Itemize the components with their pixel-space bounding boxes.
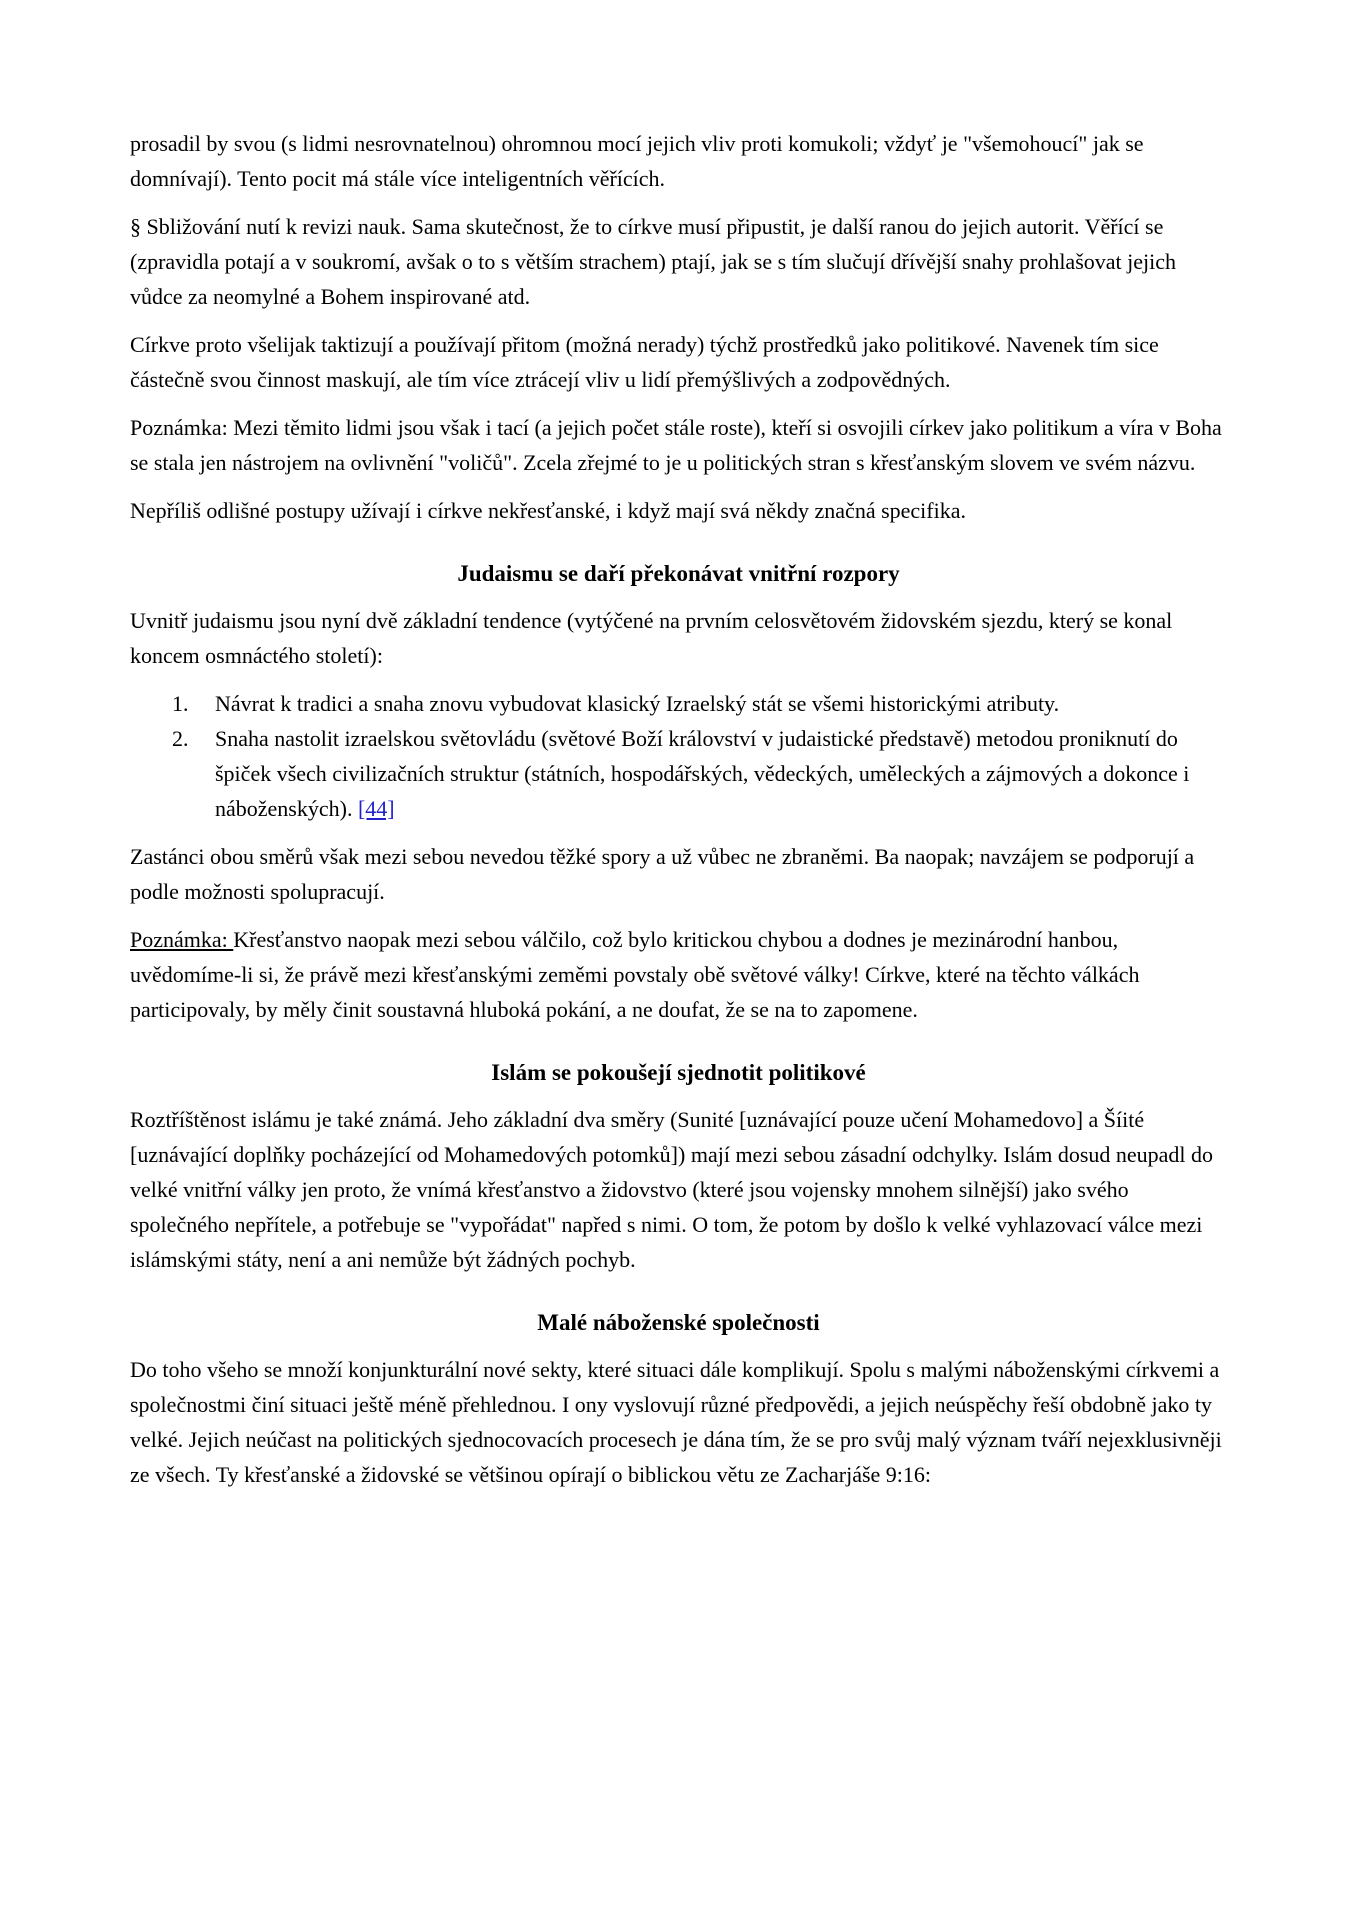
footnote-link-44[interactable]: [44] (357, 796, 395, 821)
paragraph-uvnitr-judaismu: Uvnitř judaismu jsou nyní dvě základní tendence (vytýčené na prvním celosvětovém židovském sjezdu, který se konal koncem osmnáctého století): (130, 608, 1173, 668)
paragraph-sblizovani: § Sbližování nutí k revizi nauk. Sama skutečnost, že to církve musí připustit, je další ranou do jejich autorit. Věřící se (zpravidla potají a v soukromí, avšak o to s větším strachem) ptají, jak se s tím slučují dřívější snahy prohlašovat jejich vůdce za neomylné a Bohem inspirované atd. (130, 214, 1176, 309)
paragraph-roztristenost-islamu: Roztříštěnost islámu je také známá. Jeho základní dva směry (Sunité [uznávající pouze učení Mohamedovo] a Šíité [uznávající doplňky pocházející od Mohamedových potomků]) mají mezi sebou zásadní odchylky. Islám dosud neupadl do velké vnitřní války jen proto, že vnímá křesťanstvo a židovstvo (které jsou vojensky mnohem silnější) jako svého společného nepřítele, a potřebuje se "vypořádat" napřed s nimi. O tom, že potom by došlo k velké vyhlazovací válce mezi islámskými státy, není a ani nemůže být žádných pochyb. (130, 1107, 1214, 1272)
paragraph-nekrestanske: Nepříliš odlišné postupy užívají i církve nekřesťanské, i když mají svá někdy značná specifika. (130, 498, 966, 523)
list-number-2: 2. (172, 726, 189, 751)
heading-judaism: Judaismu se daří překonávat vnitřní rozpory (457, 561, 900, 586)
document-page (130, 0, 1227, 1492)
paragraph-cirkve-taktizuji: Církve proto všelijak taktizují a používají přitom (možná nerady) týchž prostředků jako politikové. Navenek tím sice částečně svou činnost maskují, ale tím více ztrácejí vliv u lidí přemýšlivých a zodpovědných. (130, 332, 1159, 392)
list-item-2-text (215, 721, 1227, 826)
paragraph-note-krestanstvo (130, 922, 1227, 1027)
heading-islam: Islám se pokoušejí sjednotit politikové (491, 1060, 866, 1085)
note-label-underlined: Poznámka: (130, 927, 234, 952)
paragraph-note-volici: Poznámka: Mezi těmito lidmi jsou však i tací (a jejich počet stále roste), kteří si osvojili církev jako politikum a víra v Boha se stala jen nástrojem na ovlivnění "voličů". Zcela zřejmé to je u politických stran s křesťanským slovem ve svém názvu. (130, 415, 1222, 475)
list-item-1 (130, 686, 1227, 721)
numbered-list (130, 686, 1227, 826)
list-number-1: 1. (172, 691, 189, 716)
heading-male-spolecnosti: Malé náboženské společnosti (537, 1310, 820, 1335)
list-item-1-text: Návrat k tradici a snaha znovu vybudovat klasický Izraelský stát se všemi historickými atributy. (215, 691, 1060, 716)
note-krestanstvo-text: Křesťanstvo naopak mezi sebou válčilo, což bylo kritickou chybou a dodnes je mezinárodní hanbou, uvědomíme-li si, že právě mezi křesťanskými zeměmi povstaly obě světové války! Církve, které na těchto válkách participovaly, by měly činit soustavná hluboká pokání, a ne doufat, že se na to zapomene. (130, 927, 1140, 1022)
paragraph-male-sekty: Do toho všeho se množí konjunkturální nové sekty, které situaci dále komplikují. Spolu s malými náboženskými církvemi a společnostmi činí situaci ještě méně přehlednou. I ony vyslovují různé předpovědi, a jejich neúspěchy řeší obdobně jako ty velké. Jejich neúčast na politických sjednocovacích procesech je dána tím, že se pro svůj malý význam tváří nejexklusivněji ze všech. Ty křesťanské a židovské se většinou opírají o biblickou větu ze Zacharjáše 9:16: (130, 1357, 1222, 1487)
list-item-2 (130, 721, 1227, 826)
paragraph-zastanci: Zastánci obou směrů však mezi sebou nevedou těžké spory a už vůbec ne zbraněmi. Ba naopak; navzájem se podporují a podle možnosti spolupracují. (130, 844, 1195, 904)
paragraph-intro: prosadil by svou (s lidmi nesrovnatelnou) ohromnou mocí jejich vliv proti komukoli; vždyť je "všemohoucí" jak se domnívají). Tento pocit má stále více inteligentních věřících. (130, 131, 1144, 191)
list-item-2-body: Snaha nastolit izraelskou světovládu (světové Boží království v judaistické představě) metodou proniknutí do špiček všech civilizačních struktur (státních, hospodářských, vědeckých, uměleckých a zájmových a dokonce i náboženských). (215, 726, 1190, 821)
